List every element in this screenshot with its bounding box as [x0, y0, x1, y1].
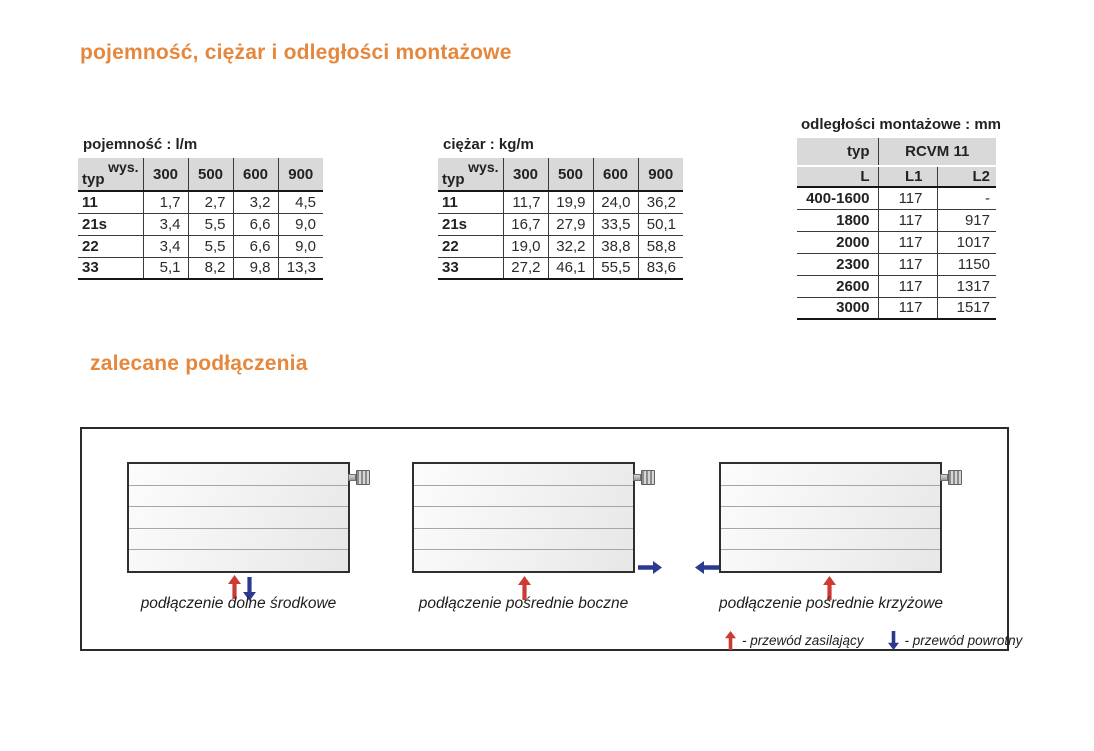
column-header: 900: [278, 158, 323, 191]
cell-value: 917: [937, 209, 996, 231]
row-label: 3000: [797, 297, 878, 319]
table-row: [797, 275, 996, 297]
legend-item-supply: [725, 631, 864, 650]
column-header: 300: [143, 158, 188, 191]
table-header-row: [797, 166, 996, 187]
radiator-panel: [721, 549, 940, 571]
cell-value: 9,0: [278, 213, 323, 235]
table-row: [797, 187, 996, 209]
valve-icon: [940, 470, 962, 485]
return-arrow-down-icon: [888, 631, 899, 650]
cell-value: 2,7: [188, 191, 233, 213]
radiator-panel: [721, 528, 940, 550]
row-label: 33: [78, 257, 143, 279]
row-label: 2000: [797, 231, 878, 253]
row-label: 21s: [78, 213, 143, 235]
radiator-diagram: [412, 462, 635, 573]
arrow-legend: [725, 631, 1022, 650]
supply-arrow-up-icon: [725, 631, 736, 650]
table-row: [78, 257, 323, 279]
cell-value: 8,2: [188, 257, 233, 279]
radiator-panel: [721, 485, 940, 507]
diagram-label: podłączenie dolne środkowe: [140, 595, 337, 612]
cell-value: 6,6: [233, 213, 278, 235]
column-header: 900: [638, 158, 683, 191]
legend-label-return: - przewód powrotny: [904, 633, 1023, 648]
cell-value: 117: [878, 187, 937, 209]
table-row: [797, 231, 996, 253]
weight-table-caption: ciężar : kg/m: [443, 136, 534, 153]
diagram-label: podłączenie pośrednie krzyżowe: [719, 595, 944, 612]
table-row: [438, 213, 683, 235]
distances-table-caption: odległości montażowe : mm: [801, 116, 1002, 133]
radiator-panel: [721, 506, 940, 528]
table-row: [78, 213, 323, 235]
cell-value: 83,6: [638, 257, 683, 279]
connections-diagram-panel: [80, 427, 1023, 651]
radiator-panel: [414, 506, 633, 528]
cell-value: 5,5: [188, 235, 233, 257]
row-label: 1800: [797, 209, 878, 231]
table-row: [797, 209, 996, 231]
radiator-panel: [129, 485, 348, 507]
row-label: 22: [78, 235, 143, 257]
cell-value: 13,3: [278, 257, 323, 279]
cell-value: 27,9: [548, 213, 593, 235]
row-label: 2300: [797, 253, 878, 275]
cell-value: 1517: [937, 297, 996, 319]
cell-value: 1,7: [143, 191, 188, 213]
weight-table: [438, 158, 683, 280]
radiator-panel: [129, 464, 348, 485]
cell-value: 32,2: [548, 235, 593, 257]
table-header-row: [78, 158, 323, 191]
radiator-panel: [414, 549, 633, 571]
return-arrow-left-icon: [695, 561, 719, 574]
column-header: 500: [548, 158, 593, 191]
table-row: [797, 297, 996, 319]
cell-value: 27,2: [503, 257, 548, 279]
table-row: [78, 191, 323, 213]
cell-value: 16,7: [503, 213, 548, 235]
return-arrow-right-icon: [638, 561, 662, 574]
capacity-table: [78, 158, 323, 280]
cell-value: 117: [878, 231, 937, 253]
column-header-L: L: [797, 166, 878, 187]
cell-value: 117: [878, 297, 937, 319]
cell-value: 50,1: [638, 213, 683, 235]
corner-cell: [438, 158, 503, 191]
column-header-L2: L2: [937, 166, 996, 187]
radiator-panel: [129, 506, 348, 528]
column-header-typ: typ: [797, 138, 878, 166]
cell-value: 117: [878, 209, 937, 231]
cell-value: 19,0: [503, 235, 548, 257]
mounting-distances-table: [797, 138, 996, 320]
column-header: 600: [233, 158, 278, 191]
cell-value: 5,5: [188, 213, 233, 235]
diagram-label: podłączenie pośrednie boczne: [418, 595, 629, 612]
column-header-L1: L1: [878, 166, 937, 187]
corner-label-wys: wys.: [468, 159, 499, 175]
section-title-connections: zalecane podłączenia: [90, 352, 308, 375]
cell-value: 36,2: [638, 191, 683, 213]
table-header-row: [438, 158, 683, 191]
radiator-panel: [414, 464, 633, 485]
radiator-diagram: [719, 462, 942, 573]
table-row: [797, 253, 996, 275]
page-title: pojemność, ciężar i odległości montażowe: [80, 41, 512, 64]
column-header: 600: [593, 158, 638, 191]
valve-icon: [348, 470, 370, 485]
cell-value: 1317: [937, 275, 996, 297]
cell-value: 55,5: [593, 257, 638, 279]
radiator-diagram: [127, 462, 350, 573]
corner-cell: [78, 158, 143, 191]
row-label: 21s: [438, 213, 503, 235]
column-header-model: RCVM 11: [878, 138, 996, 166]
table-row: [438, 235, 683, 257]
cell-value: 11,7: [503, 191, 548, 213]
cell-value: 38,8: [593, 235, 638, 257]
row-label: 2600: [797, 275, 878, 297]
cell-value: 19,9: [548, 191, 593, 213]
cell-value: 6,6: [233, 235, 278, 257]
cell-value: 3,4: [143, 213, 188, 235]
cell-value: 117: [878, 253, 937, 275]
cell-value: 3,2: [233, 191, 278, 213]
cell-value: 9,0: [278, 235, 323, 257]
corner-label-typ: typ: [442, 171, 465, 188]
row-label: 400-1600: [797, 187, 878, 209]
row-label: 11: [78, 191, 143, 213]
cell-value: 33,5: [593, 213, 638, 235]
legend-label-supply: - przewód zasilający: [742, 633, 864, 648]
cell-value: 5,1: [143, 257, 188, 279]
table-row: [438, 257, 683, 279]
cell-value: 4,5: [278, 191, 323, 213]
cell-value: 24,0: [593, 191, 638, 213]
legend-item-return: [888, 631, 1023, 650]
cell-value: 117: [878, 275, 937, 297]
capacity-table-caption: pojemność : l/m: [83, 136, 198, 153]
radiator-panel: [414, 485, 633, 507]
valve-icon: [633, 470, 655, 485]
corner-label-wys: wys.: [108, 159, 139, 175]
column-header: 500: [188, 158, 233, 191]
row-label: 22: [438, 235, 503, 257]
row-label: 11: [438, 191, 503, 213]
cell-value: 3,4: [143, 235, 188, 257]
radiator-panel: [129, 549, 348, 571]
table-row: [438, 191, 683, 213]
cell-value: 9,8: [233, 257, 278, 279]
cell-value: -: [937, 187, 996, 209]
column-header: 300: [503, 158, 548, 191]
cell-value: 1150: [937, 253, 996, 275]
corner-label-typ: typ: [82, 171, 105, 188]
cell-value: 46,1: [548, 257, 593, 279]
table-row: [78, 235, 323, 257]
cell-value: 58,8: [638, 235, 683, 257]
radiator-panel: [129, 528, 348, 550]
radiator-panel: [414, 528, 633, 550]
cell-value: 1017: [937, 231, 996, 253]
row-label: 33: [438, 257, 503, 279]
radiator-panel: [721, 464, 940, 485]
table-header-row: [797, 138, 996, 166]
